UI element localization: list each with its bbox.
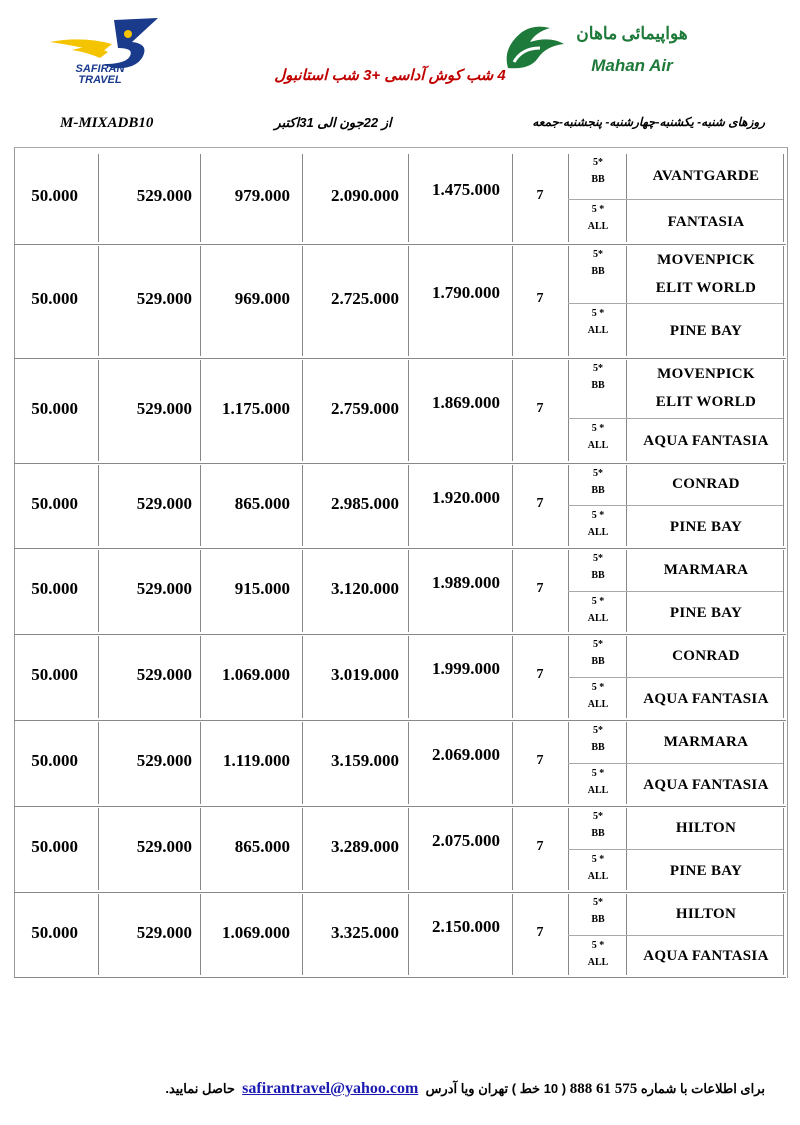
board-type: BB <box>591 828 605 839</box>
hotel-category <box>575 937 621 971</box>
nights-cell: 7 <box>536 667 544 682</box>
footer-text-mid: تهران ویا آدرس <box>425 1081 509 1096</box>
hotel-category <box>575 246 621 280</box>
column-divider <box>200 808 201 890</box>
price-cell-5: 1.920.000 <box>432 487 500 507</box>
mahan-logo-text: Mahan Air <box>591 56 673 75</box>
footer-text-before: برای اطلاعات با شماره <box>640 1081 765 1096</box>
column-divider <box>568 154 569 242</box>
hotel-name-line: HILTON <box>675 819 737 836</box>
column-divider <box>568 246 569 356</box>
board-type: ALL <box>587 699 609 710</box>
price-cell-1: 50.000 <box>31 922 78 942</box>
column-divider <box>783 550 784 632</box>
price-cell-2: 529.000 <box>136 493 192 513</box>
footer-text-after: حاصل نمایید. <box>165 1081 235 1096</box>
star-rating: 5 * <box>591 308 605 319</box>
column-divider <box>302 465 303 546</box>
hotel-category <box>575 593 621 627</box>
price-cell-1: 50.000 <box>31 579 78 598</box>
row-divider <box>14 463 786 464</box>
price-cell-3: 1.119.000 <box>222 751 290 770</box>
star-rating: 5 * <box>591 596 605 607</box>
hotel-name-line: FANTASIA <box>667 213 745 230</box>
hotel-name <box>632 685 780 713</box>
column-divider <box>783 808 784 890</box>
column-divider <box>626 246 627 356</box>
price-cell-2: 529.000 <box>136 398 192 418</box>
star-rating: 5* <box>593 468 603 479</box>
board-type: BB <box>591 656 605 667</box>
hotel-category <box>575 894 621 928</box>
price-cell-1: 50.000 <box>31 751 78 770</box>
price-cell-5: 2.150.000 <box>432 916 500 936</box>
price-cell-3: 1.175.000 <box>222 398 290 418</box>
price-cell-4: 2.090.000 <box>331 186 399 205</box>
price-cell-1: 50.000 <box>31 837 78 856</box>
column-divider <box>200 894 201 975</box>
hotel-name <box>632 513 780 541</box>
column-divider <box>302 154 303 242</box>
price-cell-4: 3.120.000 <box>331 579 399 598</box>
board-type: ALL <box>587 221 609 232</box>
nights-cell: 7 <box>536 924 544 940</box>
nights-cell: 7 <box>536 495 544 511</box>
nights-cell: 7 <box>536 839 544 854</box>
row-divider <box>14 892 786 893</box>
safiran-logo-word-1: SAFIRAN <box>75 63 125 75</box>
hotel-sub-divider <box>568 505 783 506</box>
nights-cell: 7 <box>536 753 544 768</box>
hotel-name-line: MARMARA <box>663 733 749 750</box>
price-cell-2: 529.000 <box>136 837 192 856</box>
column-divider <box>512 722 513 804</box>
column-divider <box>98 154 99 242</box>
column-divider <box>783 722 784 804</box>
price-cell-4: 2.725.000 <box>331 289 399 308</box>
hotel-name <box>632 900 780 928</box>
price-cell-3: 915.000 <box>234 579 290 598</box>
hotel-name-line: AQUA FANTASIA <box>643 432 769 449</box>
board-type: ALL <box>587 871 609 882</box>
hotel-category <box>575 305 621 339</box>
column-divider <box>98 550 99 632</box>
column-divider <box>783 894 784 975</box>
price-cell-1: 50.000 <box>31 186 78 205</box>
column-divider <box>98 246 99 356</box>
hotel-name-line: AQUA FANTASIA <box>643 948 769 964</box>
hotel-name <box>632 427 780 455</box>
nights-cell: 7 <box>536 188 544 203</box>
board-type: BB <box>591 570 605 581</box>
row-divider <box>14 977 786 978</box>
price-cell-3: 1.069.000 <box>222 922 290 942</box>
departure-days: روزهای شنبه- یکشنبه-چهارشنبه- پنجشنبه-جمعه <box>532 115 765 129</box>
hotel-name-line: PINE BAY <box>669 604 743 621</box>
footer-email-link[interactable]: safirantravel@yahoo.com <box>242 1080 419 1097</box>
hotel-sub-divider <box>568 763 783 764</box>
price-cell-4: 2.985.000 <box>331 493 399 513</box>
board-type: ALL <box>587 785 609 796</box>
column-divider <box>98 465 99 546</box>
tour-dates: از 22جون الی 31اکتبر <box>274 115 392 130</box>
mahan-logo-farsi: هواپیمائی ماهان <box>576 24 688 43</box>
column-divider <box>512 246 513 356</box>
tour-title: 4 شب کوش آداسی +3 شب استانبول <box>274 67 506 84</box>
price-cell-3: 1.069.000 <box>222 665 290 684</box>
hotel-name <box>632 599 780 627</box>
hotel-name <box>632 246 780 302</box>
price-cell-1: 50.000 <box>31 289 78 308</box>
board-type: ALL <box>587 527 609 538</box>
hotel-category <box>575 636 621 670</box>
hotel-name <box>632 162 780 190</box>
hotel-name <box>632 556 780 584</box>
column-divider <box>302 808 303 890</box>
hotel-category <box>575 851 621 885</box>
hotel-category <box>575 360 621 394</box>
price-cell-5: 1.989.000 <box>432 573 500 592</box>
hotel-name <box>632 317 780 345</box>
hotel-sub-divider <box>568 199 783 200</box>
price-cell-2: 529.000 <box>136 665 192 684</box>
hotel-name-line: MARMARA <box>663 561 749 578</box>
row-divider <box>14 244 786 245</box>
column-divider <box>200 636 201 718</box>
price-cell-2: 529.000 <box>136 289 192 308</box>
hotel-name-line: AQUA FANTASIA <box>643 776 769 793</box>
column-divider <box>98 636 99 718</box>
column-divider <box>302 636 303 718</box>
price-cell-4: 2.759.000 <box>331 398 399 418</box>
column-divider <box>200 154 201 242</box>
star-rating: 5 * <box>591 510 605 521</box>
column-divider <box>302 246 303 356</box>
board-type: ALL <box>587 325 609 336</box>
hotel-category <box>575 550 621 584</box>
column-divider <box>200 722 201 804</box>
star-rating: 5 * <box>591 682 605 693</box>
price-cell-4: 3.019.000 <box>331 665 399 684</box>
star-rating: 5* <box>593 249 603 260</box>
hotel-name <box>632 642 780 670</box>
price-cell-1: 50.000 <box>31 398 78 418</box>
hotel-name-line: CONRAD <box>672 476 740 492</box>
column-divider <box>408 894 409 975</box>
column-divider <box>408 550 409 632</box>
star-rating: 5 * <box>591 854 605 865</box>
star-rating: 5* <box>593 639 603 650</box>
hotel-name <box>632 208 780 236</box>
hotel-sub-divider <box>568 849 783 850</box>
board-type: BB <box>591 174 605 185</box>
star-rating: 5 * <box>591 204 605 215</box>
hotel-name <box>632 728 780 756</box>
column-divider <box>783 154 784 242</box>
star-rating: 5 * <box>591 940 605 951</box>
column-divider <box>783 360 784 461</box>
row-divider <box>14 720 786 721</box>
hotel-name-line: CONRAD <box>672 647 740 664</box>
hotel-sub-divider <box>568 591 783 592</box>
board-type: ALL <box>587 957 609 968</box>
hotel-name-line: AVANTGARDE <box>652 167 760 184</box>
nights-cell: 7 <box>536 291 544 306</box>
price-cell-3: 865.000 <box>234 837 290 856</box>
hotel-category <box>575 679 621 713</box>
row-divider <box>14 634 786 635</box>
hotel-name <box>632 360 780 416</box>
column-divider <box>512 636 513 718</box>
column-divider <box>568 360 569 461</box>
hotel-name <box>632 814 780 842</box>
contact-footer <box>90 1080 765 1098</box>
row-divider <box>14 358 786 359</box>
price-cell-4: 3.159.000 <box>331 751 399 770</box>
star-rating: 5* <box>593 725 603 736</box>
star-rating: 5 * <box>591 768 605 779</box>
price-cell-1: 50.000 <box>31 665 78 684</box>
column-divider <box>512 894 513 975</box>
column-divider <box>302 360 303 461</box>
board-type: BB <box>591 380 605 391</box>
column-divider <box>200 360 201 461</box>
row-divider <box>14 806 786 807</box>
hotel-name <box>632 771 780 799</box>
column-divider <box>783 636 784 718</box>
star-rating: 5* <box>593 553 603 564</box>
price-cell-3: 865.000 <box>234 493 290 513</box>
board-type: BB <box>591 742 605 753</box>
hotel-name <box>632 857 780 885</box>
hotel-category <box>575 808 621 842</box>
star-rating: 5* <box>593 811 603 822</box>
star-rating: 5* <box>593 157 603 168</box>
column-divider <box>408 465 409 546</box>
board-type: BB <box>591 266 605 277</box>
column-divider <box>626 360 627 461</box>
board-type: ALL <box>587 440 609 451</box>
footer-phone: 888 61 575 <box>569 1081 638 1097</box>
column-divider <box>200 246 201 356</box>
hotel-name <box>632 942 780 970</box>
column-divider <box>512 808 513 890</box>
price-cell-5: 1.790.000 <box>432 283 500 302</box>
column-divider <box>200 465 201 546</box>
price-cell-5: 1.869.000 <box>432 392 500 412</box>
price-cell-3: 979.000 <box>234 186 290 205</box>
hotel-category <box>575 420 621 454</box>
price-cell-5: 2.069.000 <box>432 745 500 764</box>
hotel-category <box>575 507 621 541</box>
column-divider <box>98 894 99 975</box>
star-rating: 5* <box>593 897 603 908</box>
nights-cell: 7 <box>536 581 544 596</box>
board-type: BB <box>591 485 605 496</box>
board-type: BB <box>591 914 605 925</box>
hotel-name-line: PINE BAY <box>669 518 743 535</box>
hotel-category <box>575 722 621 756</box>
column-divider <box>408 808 409 890</box>
hotel-name-line: MOVENPICK <box>657 366 755 382</box>
price-cell-2: 529.000 <box>136 579 192 598</box>
hotel-name-line: MOVENPICK <box>657 252 755 268</box>
hotel-sub-divider <box>568 935 783 936</box>
hotel-name-line: HILTON <box>675 905 737 922</box>
column-divider <box>98 360 99 461</box>
price-cell-5: 2.075.000 <box>432 831 500 850</box>
column-divider <box>408 246 409 356</box>
hotel-name-line: PINE BAY <box>669 862 743 879</box>
star-rating: 5* <box>593 363 603 374</box>
footer-phone-note: ( 10 خط ) <box>511 1081 567 1096</box>
column-divider <box>783 465 784 546</box>
hotel-name-line: AQUA FANTASIA <box>643 690 769 707</box>
price-cell-4: 3.325.000 <box>331 922 399 942</box>
column-divider <box>408 722 409 804</box>
column-divider <box>302 550 303 632</box>
column-divider <box>408 636 409 718</box>
price-cell-2: 529.000 <box>136 922 192 942</box>
column-divider <box>98 808 99 890</box>
safiran-logo-word-2: TRAVEL <box>78 74 122 86</box>
column-divider <box>783 246 784 356</box>
price-cell-3: 969.000 <box>234 289 290 308</box>
hotel-sub-divider <box>568 303 783 304</box>
star-rating: 5 * <box>591 423 605 434</box>
column-divider <box>200 550 201 632</box>
column-divider <box>408 154 409 242</box>
price-cell-4: 3.289.000 <box>331 837 399 856</box>
column-divider <box>626 154 627 242</box>
price-cell-1: 50.000 <box>31 493 78 513</box>
hotel-sub-divider <box>568 418 783 419</box>
tour-code: M-MIXADB10 <box>60 115 154 131</box>
hotel-name-line: PINE BAY <box>669 322 743 339</box>
column-divider <box>302 894 303 975</box>
price-cell-5: 1.999.000 <box>432 659 500 678</box>
price-cell-2: 529.000 <box>136 186 192 205</box>
hotel-category <box>575 154 621 188</box>
column-divider <box>98 722 99 804</box>
hotel-name-line: ELIT WORLD <box>655 280 757 296</box>
column-divider <box>512 154 513 242</box>
hotel-name <box>632 470 780 498</box>
column-divider <box>512 360 513 461</box>
row-divider <box>14 548 786 549</box>
column-divider <box>512 550 513 632</box>
column-divider <box>512 465 513 546</box>
nights-cell: 7 <box>536 400 544 416</box>
price-cell-5: 1.475.000 <box>432 180 500 199</box>
column-divider <box>302 722 303 804</box>
board-type: ALL <box>587 613 609 624</box>
hotel-sub-divider <box>568 677 783 678</box>
hotel-category <box>575 465 621 499</box>
hotel-category <box>575 201 621 235</box>
price-cell-2: 529.000 <box>136 751 192 770</box>
hotel-name-line: ELIT WORLD <box>655 394 757 410</box>
column-divider <box>408 360 409 461</box>
hotel-category <box>575 765 621 799</box>
